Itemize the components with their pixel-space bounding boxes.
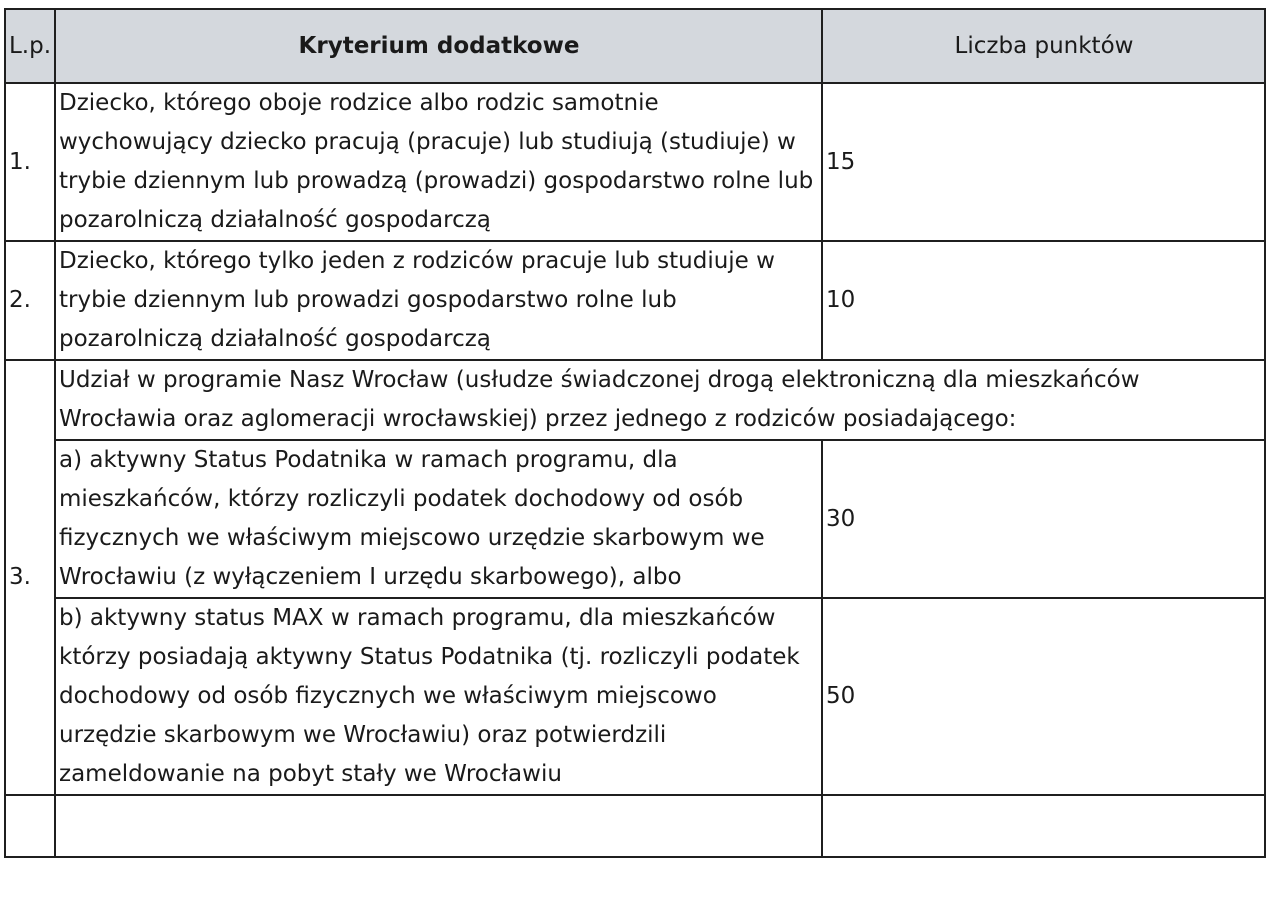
header-points: Liczba punktów xyxy=(822,9,1265,83)
row-criterion: Dziecko, którego tylko jeden z rodziców pracuje lub studiuje w trybie dziennym lub prowadzi gospodarstwo rolne lub pozarolniczą działalność gospodarczą xyxy=(55,241,822,360)
header-row xyxy=(5,9,1265,83)
row-intro: Udział w programie Nasz Wrocław (usłudze świadczonej drogą elektroniczną dla mieszkańców Wrocławia oraz aglomeracji wrocławskiej) przez jednego z rodziców posiadającego: xyxy=(55,360,1265,440)
subrow-criterion: a) aktywny Status Podatnika w ramach programu, dla mieszkańców, którzy rozliczyli podatek dochodowy od osób fizycznych we właściwym miejscowo urzędzie skarbowym we Wrocławiu (z wyłączeniem I urzędu skarbowego), albo xyxy=(55,440,822,598)
row-number: 3. xyxy=(5,360,55,795)
subrow-points: 50 xyxy=(822,598,1265,795)
table-row xyxy=(5,360,1265,440)
table-subrow xyxy=(5,440,1265,598)
row-points xyxy=(822,795,1265,857)
row-number: 2. xyxy=(5,241,55,360)
subrow-points: 30 xyxy=(822,440,1265,598)
row-points: 15 xyxy=(822,83,1265,241)
row-criterion: Dziecko, którego oboje rodzice albo rodzic samotnie wychowujący dziecko pracują (pracuje) lub studiują (studiuje) w trybie dziennym lub prowadzą (prowadzi) gospodarstwo rolne lub pozarolniczą działalność gospodarczą xyxy=(55,83,822,241)
row-number: 1. xyxy=(5,83,55,241)
table-row xyxy=(5,241,1265,360)
subrow-criterion: b) aktywny status MAX w ramach programu, dla mieszkańców którzy posiadają aktywny Status Podatnika (tj. rozliczyli podatek dochodowy od osób fizycznych we właściwym miejscowo urzędzie skarbowym we Wrocławiu) oraz potwierdzili zameldowanie na pobyt stały we Wrocławiu xyxy=(55,598,822,795)
row-criterion xyxy=(55,795,822,857)
header-criterion: Kryterium dodatkowe xyxy=(55,9,822,83)
table-row-partial xyxy=(5,795,1265,857)
row-points: 10 xyxy=(822,241,1265,360)
criteria-table xyxy=(4,8,1266,858)
table-row xyxy=(5,83,1265,241)
row-number xyxy=(5,795,55,857)
header-lp: L.p. xyxy=(5,9,55,83)
table-subrow xyxy=(5,598,1265,795)
